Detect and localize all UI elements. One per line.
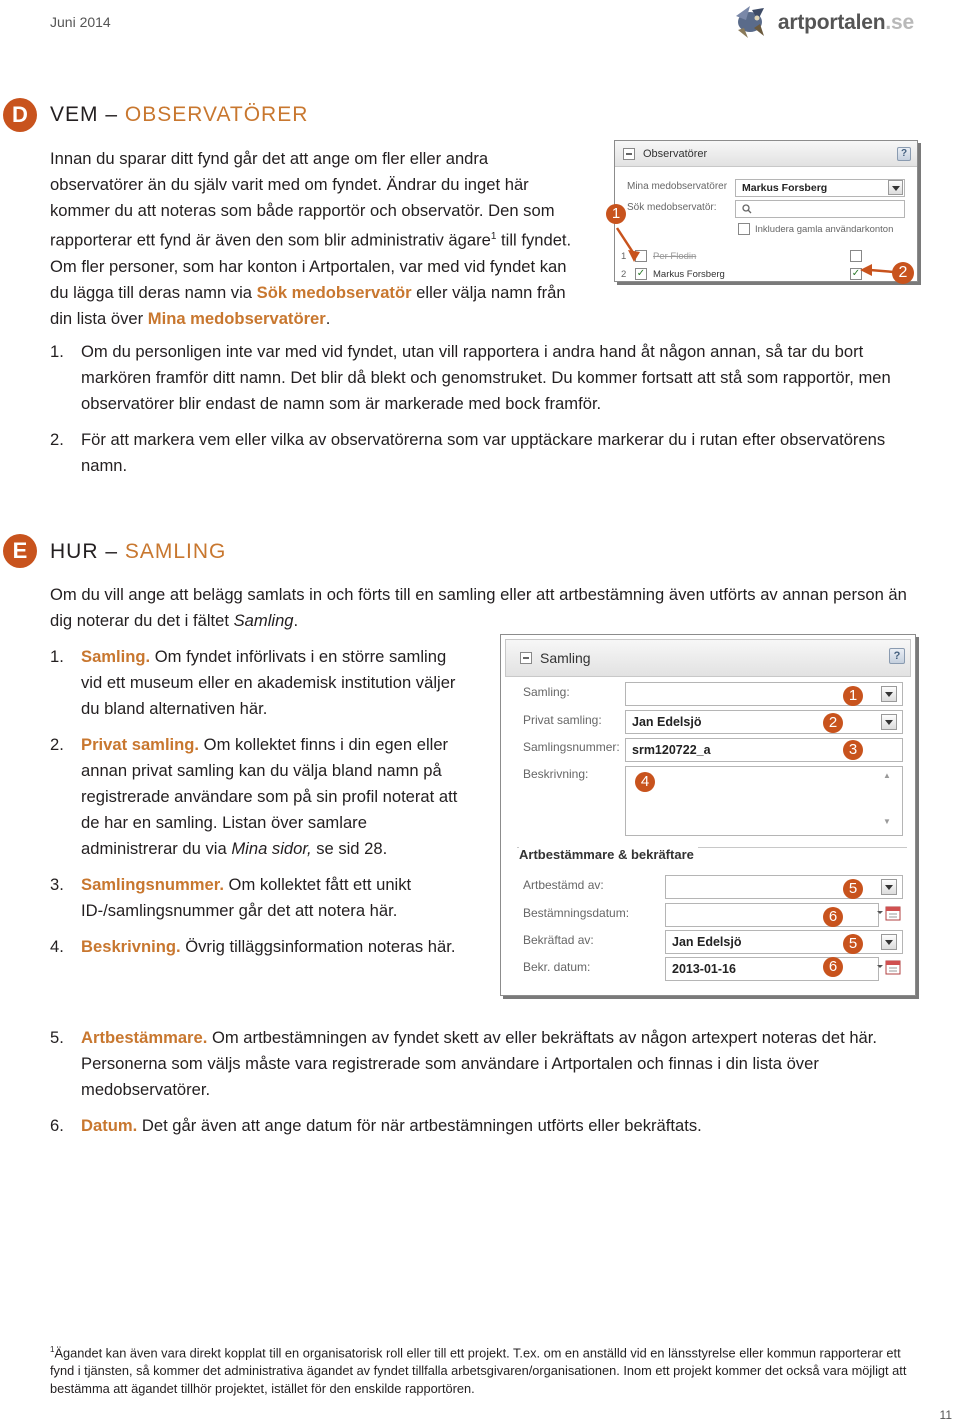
bird-icon <box>730 4 770 42</box>
calendar-icon[interactable] <box>877 959 903 977</box>
beskrivning-textarea[interactable] <box>625 766 903 836</box>
my-coobservers-select[interactable]: Markus Forsberg <box>735 179 905 197</box>
callout-marker: 3 <box>843 740 863 760</box>
observer-checkbox[interactable]: ✓ <box>636 268 646 279</box>
samling-panel-title: Samling <box>540 650 591 666</box>
samlingsnummer-label: Samlingsnummer: <box>523 740 620 754</box>
list-item: 3. Samlingsnummer. Om kollektet fått ett unikt ID-/samlingsnummer går det att notera här. <box>50 875 412 920</box>
callout-arrows <box>600 200 930 290</box>
observers-panel-title: Observatörer <box>643 147 708 160</box>
artbestamd-select[interactable] <box>665 875 903 899</box>
footnote: $^1$Ägandet kan även vara direkt kopplat till en organisatorisk roll eller till ett projekt. T.ex. om en anställd vid en länsstyrelse eller kommun rapporterar ett fynd i tjänsten, så kommer det administrativa ägandet av fyndet tillfalla arbetsgivaren/organisationen. Inom ett projekt kommer det också vara möjligt att bestämma att ägandet tillhör projektet, istället för den enskilde rapportören. <box>50 1345 907 1397</box>
scroll-up-icon[interactable]: ▲ <box>883 771 891 780</box>
chevron-down-icon[interactable] <box>881 686 897 702</box>
artportalen-logo: artportalen.se <box>730 4 914 42</box>
section-d-badge: D <box>3 98 37 132</box>
list-item: 1. Samling. Om fyndet införlivats i en större samling vid ett museum eller en akademisk institution väljer du bland alternativen här. <box>50 647 456 718</box>
callout-marker: 1 <box>606 204 626 224</box>
observer-row-num: 1 <box>621 251 627 262</box>
page-number: 11 <box>939 1408 952 1422</box>
include-old-accounts-label: Inkludera gamla användarkonton <box>755 224 894 235</box>
bekr-datum-input[interactable]: 2013-01-16 <box>665 957 879 981</box>
bekraftad-select[interactable]: Jan Edelsjö <box>665 930 903 954</box>
section-d-list <box>50 339 920 479</box>
section-e-list-left <box>50 644 460 960</box>
search-coobserver-label: Sök medobservatör: <box>627 202 717 213</box>
beskrivning-label: Beskrivning: <box>523 767 589 781</box>
observer-name: Markus Forsberg <box>653 269 725 280</box>
section-e-badge: E <box>3 534 37 568</box>
callout-marker: 6 <box>823 957 843 977</box>
section-d-intro: Innan du sparar ditt fynd går det att ange om fler eller andra observatörer än du själv varit med om fyndet. Ändrar du inget här kommer du att noteras som både rapportör och observatör. Den som rapporterar ett fynd är även den som blir administrativ ägare$^1$ till fyndet. Om fler personer, som har konton i Artportalen, var med vid fyndet kan du lägga till deras namn via Sök medobservatör eller välja namn från din lista över Mina medobservatörer. <box>50 149 572 328</box>
list-item: 6. Datum. Det går även att ange datum för när artbestämningen utförts eller bekräftats. <box>50 1116 702 1135</box>
callout-marker: 5 <box>843 879 863 899</box>
section-e-list-bottom <box>50 1025 916 1139</box>
samling-panel <box>500 634 916 996</box>
list-item: 2. Privat samling. Om kollektet finns i din egen eller annan privat samling kan du välja bland namn på registrerade användare som på sin profil noterat att de har en samling. Listan över samlare administrerar du via Mina sidor, se sid 28. <box>50 735 458 858</box>
samlingsnummer-input[interactable]: srm120722_a <box>625 738 903 762</box>
observer-name-struck: Per Flodin <box>653 251 697 262</box>
section-d-title: VEM – OBSERVATÖRER <box>50 103 309 126</box>
list-item: 1. Om du personligen inte var med vid fyndet, utan vill rapportera i andra hand åt någon annan, så tar du bort markören framför ditt namn. Det blir då blekt och genomstruket. Du kommer fortsatt att stå som rapportör, men observatörer blir endast de namn som är markerade med bock framför. <box>50 342 891 413</box>
bekraftad-label: Bekräftad av: <box>523 933 594 947</box>
bestamningsdatum-input[interactable] <box>665 903 879 927</box>
scroll-down-icon[interactable]: ▼ <box>883 817 891 826</box>
callout-marker: 4 <box>635 772 655 792</box>
section-e-intro: Om du vill ange att belägg samlats in och förts till en samling eller att artbestämning även utförts av annan person än dig noterar du det i fältet Samling. <box>50 585 907 630</box>
bestamningsdatum-label: Bestämningsdatum: <box>523 906 630 920</box>
help-icon[interactable]: ? <box>889 648 905 664</box>
bekr-datum-label: Bekr. datum: <box>523 960 591 974</box>
collapse-icon[interactable] <box>623 148 635 160</box>
callout-marker: 2 <box>892 262 914 284</box>
callout-marker: 1 <box>843 686 863 706</box>
chevron-down-icon[interactable] <box>881 714 897 730</box>
my-coobservers-label: Mina medobservatörer <box>627 181 728 192</box>
calendar-icon[interactable] <box>877 905 903 923</box>
callout-marker: 2 <box>823 713 843 733</box>
chevron-down-icon[interactable] <box>881 879 897 895</box>
privat-samling-label: Privat samling: <box>523 713 602 727</box>
list-item: 2. För att markera vem eller vilka av observatörerna som var upptäckare markerar du i rutan efter observatörens namn. <box>50 430 886 475</box>
collapse-icon[interactable] <box>520 652 532 664</box>
observer-row-num: 2 <box>621 269 627 280</box>
artbestamd-label: Artbestämd av: <box>523 878 604 892</box>
artbestammare-heading: Artbestämmare & bekräftare <box>519 847 698 862</box>
list-item: 4. Beskrivning. Övrig tilläggsinformation noteras här. <box>50 937 456 956</box>
privat-samling-select[interactable]: Jan Edelsjö <box>625 710 903 734</box>
callout-marker: 6 <box>823 907 843 927</box>
section-e-title: HUR – SAMLING <box>50 540 227 563</box>
chevron-down-icon[interactable] <box>888 180 903 195</box>
chevron-down-icon[interactable] <box>881 934 897 950</box>
header-date: Juni 2014 <box>50 14 111 30</box>
help-icon[interactable]: ? <box>897 147 911 161</box>
samling-label: Samling: <box>523 685 570 699</box>
discoverer-checkbox[interactable]: ✓ <box>851 268 861 279</box>
list-item: 5. Artbestämmare. Om artbestämningen av fyndet skett av eller bekräftats av någon artexpert noteras det här. Personerna som väljs måste vara registrerade som användare i Artportalen och finnas i din lista över medobservatörer. <box>50 1028 878 1099</box>
samling-panel-header[interactable] <box>505 639 911 677</box>
observers-panel-header[interactable] <box>615 141 917 167</box>
callout-marker: 5 <box>843 934 863 954</box>
